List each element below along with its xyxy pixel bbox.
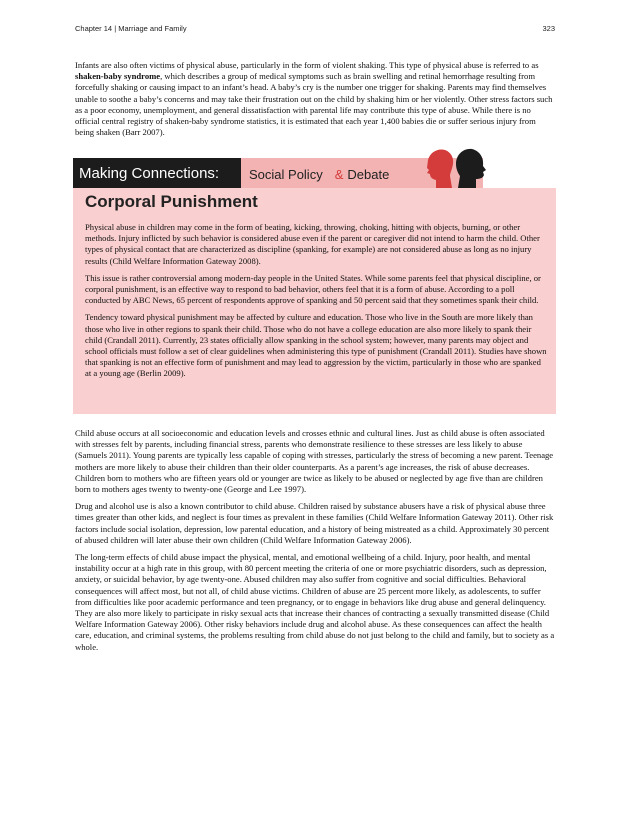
feature-body xyxy=(85,222,547,386)
banner-title: Making Connections: xyxy=(79,165,220,182)
banner-sub-right: Debate xyxy=(347,167,390,182)
banner-ampersand: & xyxy=(334,167,344,182)
chapter-separator: | xyxy=(112,24,119,33)
intro-text-after: , which describes a group of medical symptoms such as brain swelling and retinal hemorrhage resulting from forcefully shaking or causing impact to an infant’s head. A baby’s cry is the number one trigger for shaking. Parents may find themselves unable to soothe a baby’s concerns and may take their frustration out on the child by shaking him or her violently. Other stress factors such as a poor economy, unemployment, and general dissatisfaction with parental life may contribute this type of abuse. While there is no official central registry of shaken-baby syndrome statistics, it is estimated that each year 1,400 babies die or suffer serious injury from being shaken (Barr 2007). xyxy=(75,71,553,138)
banner-subtitle xyxy=(249,167,389,182)
intro-paragraph xyxy=(75,60,555,138)
running-head-chapter xyxy=(75,24,187,33)
body-paragraph: Drug and alcohol use is also a known contributor to child abuse. Children raised by substance abusers have a risk of physical abuse three times greater than other kids, and neglect is four times as prevalent in these families (Child Welfare Information Gateway 2011). Other risk factors include social isolation, depression, low parental education, and a history of being mistreated as a child. Approximately 30 percent of abused children will later abuse their own children (Child Welfare Information Gateway 2006). xyxy=(75,501,554,545)
red-head-icon xyxy=(427,149,453,188)
feature-paragraph: Physical abuse in children may come in the form of beating, kicking, throwing, choking, hitting with objects, burning, or other methods. Injury inflicted by such behavior is considered abuse even if the parent or caregiver did not intend to harm the child. Other types of physical contact that are characterized as discipline (spanking, for example) are not considered abuse as long as no injury results (Child Welfare Information Gateway 2008). xyxy=(85,222,540,266)
intro-section xyxy=(75,60,555,138)
feature-box xyxy=(73,188,556,414)
black-head-icon xyxy=(456,149,486,188)
making-connections-banner xyxy=(73,158,483,188)
running-head xyxy=(75,24,555,33)
intro-text-before: Infants are also often victims of physical abuse, particularly in the form of violent shaking. This type of physical abuse is referred to as xyxy=(75,60,539,70)
body-paragraph: The long-term effects of child abuse impact the physical, mental, and emotional wellbeing of a child. Injury, poor health, and mental instability occur at a high rate in this group, with 80 percent meeting the criteria of one or more psychiatric disorders, such as depression, anxiety, or suicidal behavior, by age twenty-one. Abused children may also suffer from cognitive and social difficulties. Behavioral consequences will affect most, but not all, of child abuse victims. Children of abuse are 25 percent more likely, as adolescents, to suffer from difficulties like poor academic performance and teen pregnancy, or to engage in behaviors like drug abuse and general delinquency. They are also more likely to participate in risky sexual acts that increase their chances of contracting a sexually transmitted disease (Child Welfare Information Gateway 2006). Other risky behaviors include drug and alcohol abuse. As these consequences can affect the health care, education, and criminal systems, the problems resulting from child abuse do not just belong to the child and family, but to society as a whole. xyxy=(75,552,555,652)
debate-heads-icon xyxy=(408,146,486,188)
main-text-section xyxy=(75,428,555,659)
feature-paragraph: This issue is rather controversial among modern-day people in the United States. While some parents feel that physical discipline, or corporal punishment, is an effective way to respond to bad behavior, others feel that it is a form of abuse. According to a poll conducted by ABC News, 65 percent of respondents approve of spanking and 50 percent said that they sometimes spank their child. xyxy=(85,272,541,306)
feature-title: Corporal Punishment xyxy=(85,192,258,211)
page-number: 323 xyxy=(542,24,555,33)
body-paragraph: Child abuse occurs at all socioeconomic and education levels and crosses ethnic and cultural lines. Just as child abuse is often associated with stresses felt by parents, including financial stress, parents who demonstrate resilience to these stresses are less likely to abuse (Samuels 2011). Young parents are typically less capable of coping with stresses, particularly the stress of becoming a new parent. Teenage mothers are more likely to abuse their children than their older counterparts. As a parent’s age increases, the risk of abuse decreases. Children born to mothers who are fifteen years old or younger are twice as likely to be abused or neglected by age five than are children born to mothers ages twenty to twenty-one (George and Lee 1997). xyxy=(75,428,554,495)
banner-sub-left: Social Policy xyxy=(249,167,323,182)
key-term: shaken-baby syndrome xyxy=(75,71,161,82)
feature-paragraph: Tendency toward physical punishment may be affected by culture and education. Those who live in the South are more likely than those who live in other regions to spank their child. Those who do not have a college education are also more likely to spank their child (Crandall 2011). Currently, 23 states officially allow spanking in the school system; however, many parents may object and school officials must follow a set of clear guidelines when administering this type of punishment (Crandall 2011). Studies have shown that spanking is not an effective form of punishment and may lead to aggression by the victim, particularly in those who are spanked at a young age (Berlin 2009). xyxy=(85,312,547,379)
chapter-label: Chapter 14 xyxy=(75,24,113,33)
chapter-title: Marriage and Family xyxy=(118,24,187,33)
